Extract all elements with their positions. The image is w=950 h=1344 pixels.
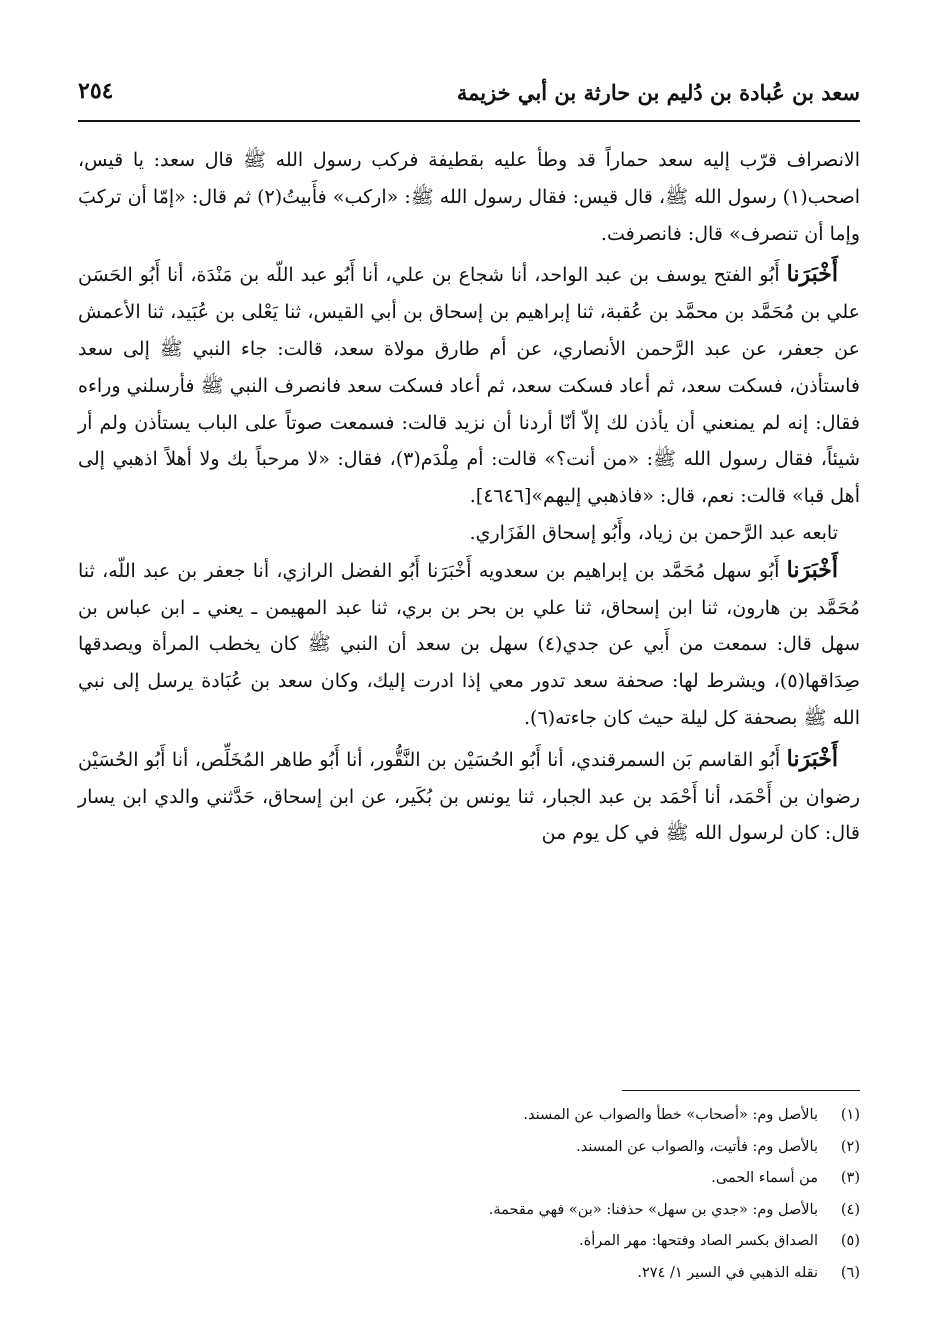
paragraph-text: أَبُو سهل مُحَمَّد بن إبراهيم بن سعدويه أَخْبَرَنا أَبُو الفضل الرازي، أنا جعفر بن عبد اللّه، ثنا مُحَمَّد بن هارون، ثنا ابن إسحاق، ثنا علي بن بحر بن بري، ثنا عبد المهيمن ـ يعني ـ ابن عباس بن سهل قال: سمعت من أَبي عن جدي(٤) سهل بن سعد أن النبي ﷺ كان يخطب المرأة ويصدقها صِدَاقها(٥)، ويشرط لها: صحفة سعد تدور معي إذا ادرت إليك، وكان سعد بن عُبَادة يرسل إلى نبي الله ﷺ بصحفة كل ليلة حيث كان جاءته(٦). xyxy=(78,559,860,729)
footnote-text: نقله الذهبي في السير ١/ ٢٧٤. xyxy=(637,1264,818,1281)
paragraph-text: أَبُو الفتح يوسف بن عبد الواحد، أنا شجاع بن علي، أنا أَبُو عبد اللّه بن مَنْدَة، أنا أَبُو الحَسَن علي بن مُحَمَّد بن محمَّد بن عُقبة، ثنا إبراهيم بن إسحاق بن أبي القيس، ثنا يَعْلى بن عُبَيد، ثنا الأعمش عن جعفر، عن عبد الرَّحمن الأنصاري، عن أم طارق مولاة سعد، قالت: جاء النبي ﷺ إلى سعد فاستأذن، فسكت سعد، ثم أعاد فسكت سعد، ثم أعاد فسكت سعد فانصرف النبي ﷺ فأرسلني وراءه فقال: إنه لم يمنعني أن يأذن لك إلاّ أنّا أردنا أن نزيد قالت: فسمعت صوتاً على الباب يستأذن ولم أر شيئاً، فقال رسول الله ﷺ: «من أنت؟» قالت: أم مِلْدَم(٣)، فقال: «لا مرحباً بك ولا أهلاً اذهبي إلى أهل قبا» قالت: نعم، قال: «فاذهبي إليهم»[٤٦٤٦]. xyxy=(78,264,861,508)
paragraph-text: تابعه عبد الرَّحمن بن زياد، وأَبُو إسحاق الفَزَاري. xyxy=(469,521,838,544)
footnote-number: (١) xyxy=(840,1107,860,1123)
footnote-text: الصداق بكسر الصاد وفتحها: مهر المرأة. xyxy=(578,1233,818,1249)
paragraph xyxy=(78,142,860,252)
page-header xyxy=(78,72,860,120)
paragraph xyxy=(78,741,860,852)
footnote-number: (٢) xyxy=(840,1138,860,1155)
paragraph-lead-word: أَخْبَرَنا xyxy=(786,556,838,583)
footnote xyxy=(78,1132,860,1164)
paragraph xyxy=(78,515,860,552)
footnote xyxy=(78,1195,860,1227)
paragraph-lead-word: أَخْبَرَنا xyxy=(786,261,838,288)
footnote-text: بالأصل وم: فأتيت، والصواب عن المسند. xyxy=(576,1138,818,1155)
paragraph xyxy=(78,552,860,737)
footnote-number: (٥) xyxy=(840,1233,860,1249)
footnote-text: من أسماء الحمى. xyxy=(711,1170,818,1186)
footnote-text: بالأصل وم: «أصحاب» خطأ والصواب عن المسند. xyxy=(523,1107,818,1123)
footnote xyxy=(78,1226,860,1258)
paragraph-text: أَبُو القاسم بَن السمرقندي، أنا أَبُو الحُسَيْن بن النَّقُّور، أنا أَبُو طاهر المُخَلِّص، أنا أَبُو الحُسَيْن رضوان بن أَحْمَد، أنا أَحْمَد بن عبد الجبار، ثنا يونس بن بُكَير، عن ابن إسحاق، حَدَّثني والدي ابن يسار قال: كان لرسول الله ﷺ في كل يوم من xyxy=(78,748,860,845)
paragraph-text: الانصراف قرّب إليه سعد حماراً قد وطأ عليه بقطيفة فركب رسول الله ﷺ قال سعد: يا قيس، اصحب(١) رسول الله ﷺ، قال قيس: فقال رسول الله ﷺ: «اركب» فأَبيتُ(٢) ثم قال: «إمّا أن تركبَ وإما أن تنصرف» قال: فانصرفت. xyxy=(78,149,861,245)
footnote-rule xyxy=(622,1090,860,1091)
main-text xyxy=(78,142,860,852)
footnotes xyxy=(78,1100,860,1289)
footnote xyxy=(78,1258,860,1290)
footnote xyxy=(78,1100,860,1132)
paragraph-lead-word: أَخْبَرَنا xyxy=(786,745,838,772)
footnote-number: (٦) xyxy=(840,1264,860,1281)
footnote-text: بالأصل وم: «جدي بن سهل» حذفنا: «بن» فهي مقحمة. xyxy=(488,1201,818,1218)
footnote xyxy=(78,1163,860,1195)
footnote-number: (٤) xyxy=(840,1201,860,1218)
page-number: ٢٥٤ xyxy=(78,78,114,104)
footnote-number: (٣) xyxy=(840,1170,860,1186)
running-title: سعد بن عُبادة بن دُليم بن حارثة بن أبي خزيمة xyxy=(456,80,860,105)
header-rule xyxy=(78,120,860,122)
paragraph xyxy=(78,256,860,515)
